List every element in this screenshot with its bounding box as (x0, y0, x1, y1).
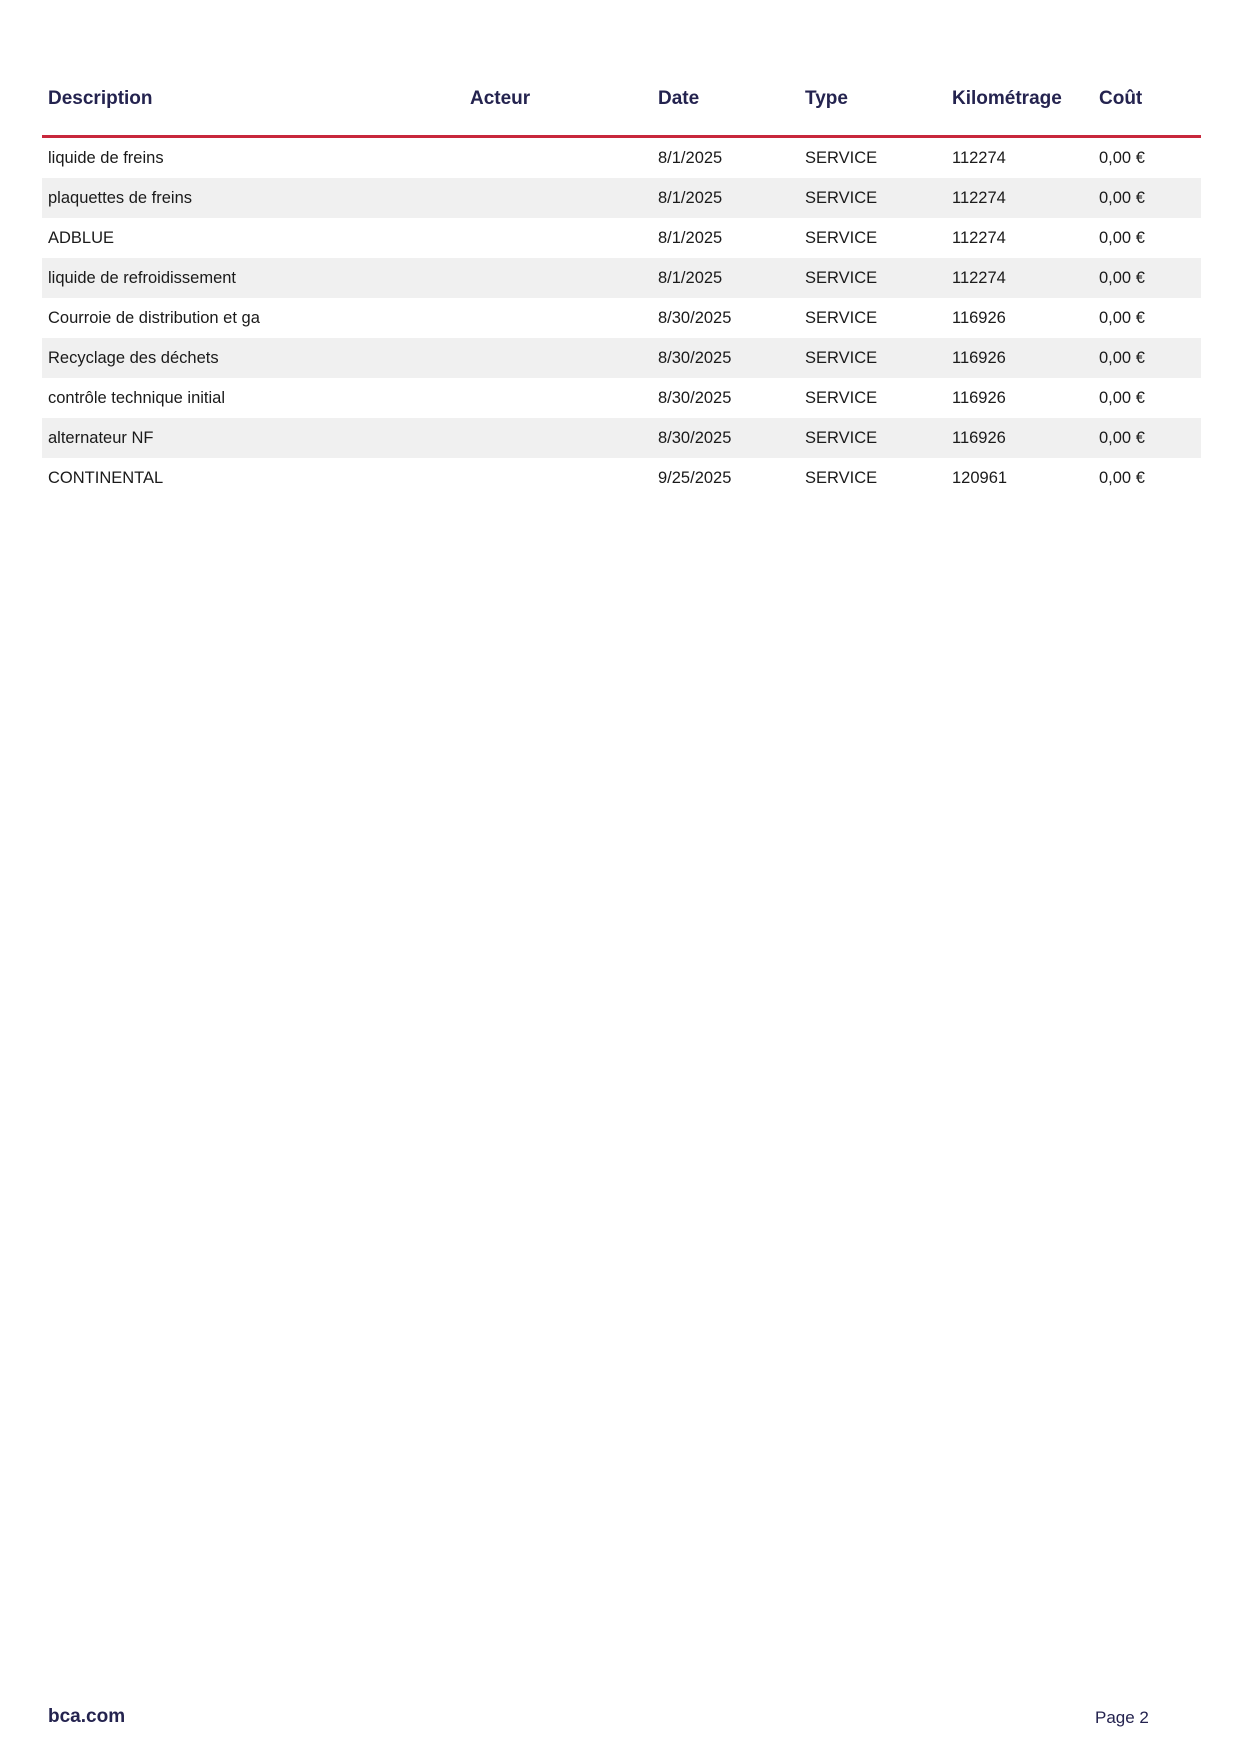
cell-date: 8/30/2025 (658, 348, 732, 367)
cell-cost: 0,00 € (1099, 188, 1145, 207)
table-row (42, 378, 1201, 418)
cell-date: 8/30/2025 (658, 308, 732, 327)
cell-mileage: 116926 (952, 348, 1006, 367)
cell-type: SERVICE (805, 428, 878, 447)
cell-cost: 0,00 € (1099, 308, 1145, 327)
cell-type: SERVICE (805, 228, 878, 247)
cell-type: SERVICE (805, 268, 878, 287)
table-row (42, 138, 1201, 178)
cell-description: ADBLUE (48, 228, 115, 247)
cell-mileage: 116926 (952, 388, 1006, 407)
cell-date: 8/30/2025 (658, 428, 732, 447)
cell-mileage: 116926 (952, 308, 1006, 327)
cell-date: 8/1/2025 (658, 228, 723, 247)
cell-date: 8/1/2025 (658, 268, 723, 287)
table-row (42, 178, 1201, 218)
cell-type: SERVICE (805, 148, 878, 167)
cell-mileage: 112274 (952, 188, 1006, 207)
cell-cost: 0,00 € (1099, 468, 1145, 487)
cell-mileage: 120961 (952, 468, 1008, 487)
cell-mileage: 112274 (952, 148, 1006, 167)
footer-brand-link[interactable]: bca.com (48, 1706, 126, 1727)
cell-description: liquide de refroidissement (48, 268, 237, 287)
cell-date: 8/1/2025 (658, 188, 723, 207)
table-row (42, 338, 1201, 378)
table-row (42, 458, 1201, 498)
cell-date: 8/30/2025 (658, 388, 732, 407)
table-row (42, 298, 1201, 338)
table-row (42, 218, 1201, 258)
cell-type: SERVICE (805, 188, 878, 207)
cell-mileage: 116926 (952, 428, 1006, 447)
header-cost: Coût (1099, 88, 1143, 109)
cell-date: 9/25/2025 (658, 468, 732, 487)
page-number: Page 2 (1095, 1708, 1149, 1727)
cell-cost: 0,00 € (1099, 388, 1145, 407)
cell-description: CONTINENTAL (48, 468, 164, 487)
cell-description: contrôle technique initial (48, 388, 226, 407)
table-row (42, 418, 1201, 458)
cell-mileage: 112274 (952, 228, 1006, 247)
cell-date: 8/1/2025 (658, 148, 723, 167)
cell-cost: 0,00 € (1099, 428, 1145, 447)
header-description: Description (48, 88, 153, 109)
cell-cost: 0,00 € (1099, 268, 1145, 287)
cell-description: liquide de freins (48, 148, 164, 167)
service-history-table (42, 78, 1201, 498)
cell-type: SERVICE (805, 308, 878, 327)
cell-description: Courroie de distribution et ga (48, 308, 260, 327)
cell-type: SERVICE (805, 468, 878, 487)
header-actor: Acteur (470, 88, 531, 109)
header-type: Type (805, 88, 848, 109)
cell-description: alternateur NF (48, 428, 154, 447)
cell-cost: 0,00 € (1099, 348, 1145, 367)
table-row (42, 258, 1201, 298)
cell-description: plaquettes de freins (48, 188, 193, 207)
cell-type: SERVICE (805, 388, 878, 407)
header-date: Date (658, 88, 700, 109)
cell-description: Recyclage des déchets (48, 348, 219, 367)
cell-cost: 0,00 € (1099, 228, 1145, 247)
cell-cost: 0,00 € (1099, 148, 1145, 167)
cell-type: SERVICE (805, 348, 878, 367)
header-mileage: Kilométrage (952, 88, 1062, 109)
table-header-row (42, 78, 1201, 138)
cell-mileage: 112274 (952, 268, 1006, 287)
